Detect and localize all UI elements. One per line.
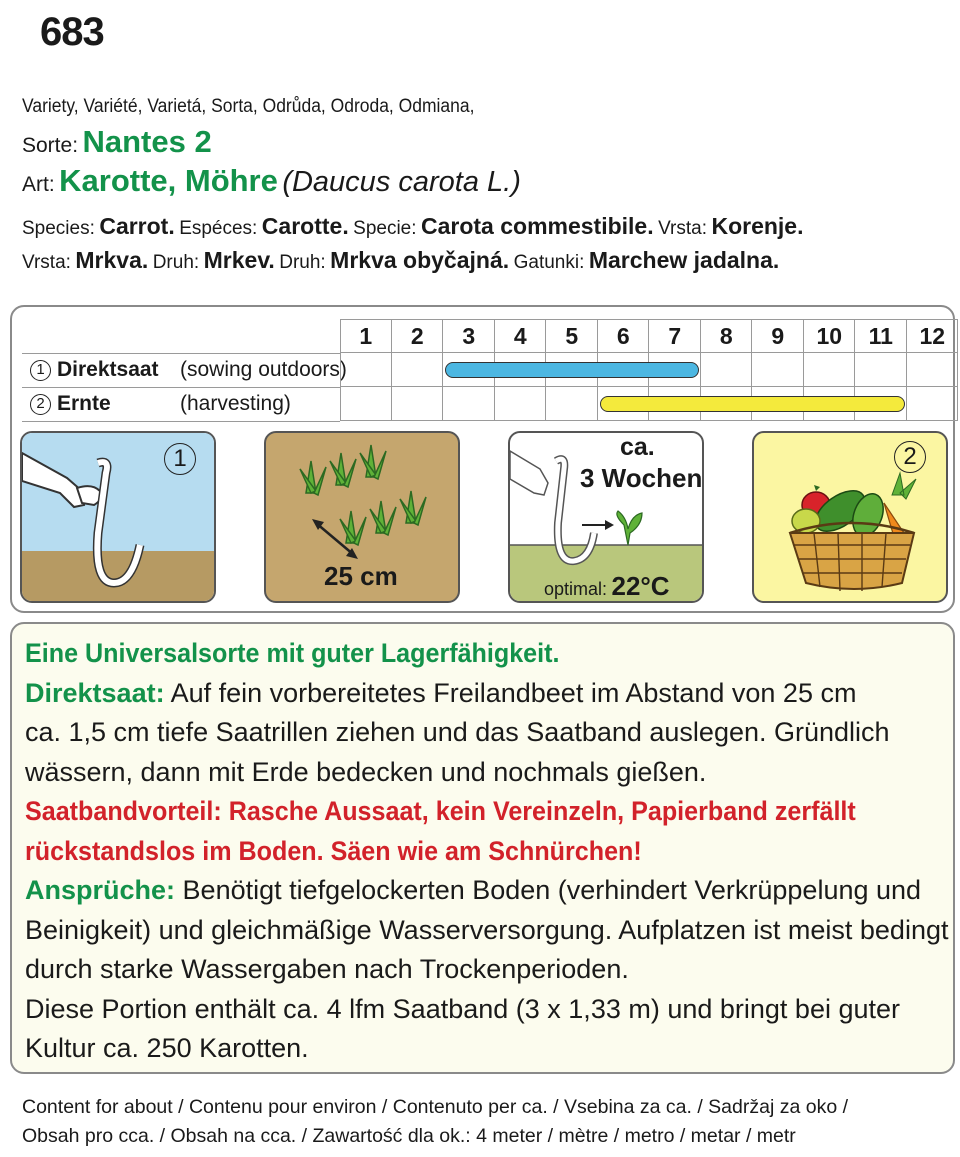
sorte-label: Sorte: [22,134,79,157]
direktsaat-text: wässern, dann mit Erde bedecken und nochmals gießen. [25,756,707,787]
step-number-badge: 2 [894,441,926,473]
species-lang-label: Druh: [279,252,326,273]
direktsaat-label: Direktsaat: [25,677,165,708]
sowing-period-bar [445,362,699,378]
pictogram-strip [20,431,950,603]
calendar-row-divider [22,387,340,388]
month-label: 4 [513,323,527,349]
harvest-pictogram [752,431,948,603]
harvest-period-bar [600,396,905,412]
temperature-value: 22°C [611,571,670,601]
ansprueche-text: durch starke Wassergaben nach Trockenperioden. [25,954,629,984]
species-lang-value: Mrkva obyčajná [330,247,503,273]
tape-advantage-text: rückstandslos im Boden. Säen wie am Schnürchen! [25,835,642,866]
spacing-pictogram [264,431,460,603]
month-label: 2 [410,323,424,349]
species-lang-label: Vrsta: [22,252,71,273]
month-label: 9 [771,323,785,349]
species-lang-value: Korenje [711,213,798,239]
month-label: 5 [565,323,579,349]
direktsaat-text: ca. 1,5 cm tiefe Saatrillen ziehen und das Saatband auslegen. Gründlich [25,717,890,747]
portion-text: Diese Portion enthält ca. 4 lfm Saatband (3 x 1,33 m) und bringt bei guter [25,993,900,1024]
temperature-line [544,571,670,602]
step-number-badge: 2 [30,394,51,415]
month-label: 6 [616,323,630,349]
species-lang-label: Espéces: [179,218,258,239]
calendar-row-name: Direktsaat [57,358,159,381]
germination-time: 3 Wochen [580,463,703,493]
calendar-cell [855,353,907,387]
species-translations-row-1: Species: Carrot. Espéces: Carotte. Specie: Carota commestibile. Vrsta: Korenje. [22,213,804,239]
month-label: 7 [668,323,682,349]
variety-headline: Eine Universalsorte mit guter Lagerfähigkeit. [25,638,560,668]
ansprueche-label: Ansprüche: [25,875,176,905]
germination-pictogram [508,431,704,603]
content-footer-line: Content for about / Contenu pour environ / Contenuto per ca. / Vsebina za ca. / Sadržaj za oko / [22,1096,848,1118]
calendar-cell [804,353,856,387]
calendar-cell [752,353,804,387]
step-number-badge: 1 [164,443,196,475]
calendar-row-divider [22,353,340,354]
month-label: 10 [816,323,843,349]
month-label: 12 [919,323,946,349]
art-label: Art: [22,173,55,196]
month-label: 1 [359,323,373,349]
species-name: Karotte, Möhre [59,163,278,198]
species-lang-value: Carrot [99,213,169,239]
species-lang-label: Druh: [152,252,200,273]
calendar-cell [907,387,959,421]
species-translations-row-2: Vrsta: Mrkva. Druh: Mrkev. Druh: Mrkva obyčajná. Gatunki: Marchew jadalna. [22,247,780,273]
species-lang-label: Specie: [353,218,417,239]
sowing-pictogram [20,431,216,603]
latin-name: (Daucus carota L.) [282,166,521,198]
calendar-cell [546,387,598,421]
calendar-cell [340,353,392,387]
sowing-calendar [22,319,947,419]
calendar-cell [340,387,392,421]
species-lang-label: Vrsta: [658,218,707,239]
species-lang-label: Species: [22,218,95,239]
description-panel [10,622,955,1074]
calendar-cell [495,387,547,421]
sowing-calendar-panel [10,305,955,613]
calendar-row-sowing-label [30,353,159,386]
species-lang-value: Carota commestibile [420,213,648,239]
content-footer [22,1093,942,1151]
calendar-row-divider [22,421,340,422]
month-label: 8 [719,323,733,349]
ansprueche-text: Beinigkeit) und gleichmäßige Wasserversorgung. Aufplatzen ist meist bedingt [25,914,949,945]
calendar-cell [701,353,753,387]
variety-languages-line: Variety, Variété, Varietá, Sorta, Odrůda, Odroda, Odmiana, [22,96,475,117]
content-footer-line: Obsah pro cca. / Obsah na cca. / Zawartość dla ok.: 4 meter / mètre / metro / metar / metr [22,1125,796,1147]
calendar-row-harvest-label [30,387,111,420]
step-number-badge: 1 [30,360,51,381]
direktsaat-text: Auf fein vorbereitetes Freilandbeet im Abstand von 25 cm [170,677,857,708]
germination-prefix: ca. [620,433,655,461]
portion-text: Kultur ca. 250 Karotten. [25,1033,309,1063]
species-lang-value: Mrkev [203,247,269,273]
calendar-cell [907,353,959,387]
ansprueche-text: Benötigt tiefgelockerten Boden (verhindert Verkrüppelung und [182,875,922,905]
calendar-cell [443,387,495,421]
calendar-cell [392,387,444,421]
tape-advantage-text: Saatbandvorteil: Rasche Aussaat, kein Vereinzeln, Papierband zerfällt [25,796,856,826]
month-label: 11 [868,323,893,349]
product-code: 683 [40,10,104,54]
temperature-label: optimal: [544,579,608,599]
species-lang-value: Marchew jadalna [588,247,773,273]
species-lang-value: Carotte [261,213,343,239]
calendar-cell [392,353,444,387]
variety-name: Nantes 2 [82,124,212,159]
spacing-value: 25 cm [324,561,398,591]
calendar-row-name: Ernte [57,392,111,415]
species-lang-label: Gatunki: [513,252,585,273]
calendar-row-translation: (sowing outdoors) [180,358,347,381]
species-lang-value: Mrkva [75,247,142,273]
calendar-row-translation: (harvesting) [180,392,291,415]
month-label: 3 [462,323,476,349]
